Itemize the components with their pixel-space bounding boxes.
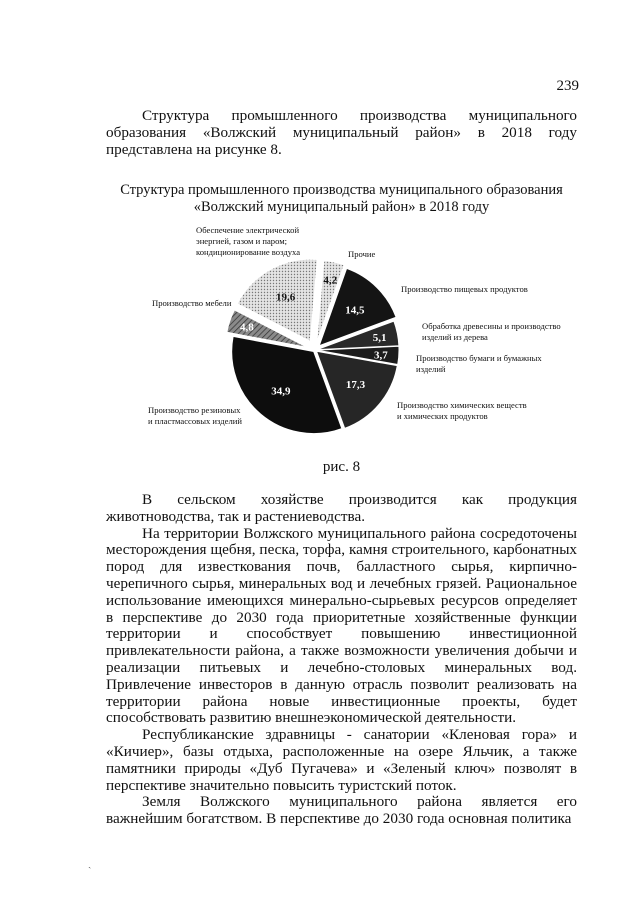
label-energy-line2: энергией, газом и паром; xyxy=(196,236,288,246)
figure-title xyxy=(106,182,577,216)
page-number: 239 xyxy=(556,78,579,94)
pie-value-label: 4,2 xyxy=(323,274,338,287)
paragraph-resorts: Республиканские здравницы - санатории «Кленовая гора» и «Кичиер», базы отдыха, расположенные на озере Яльчик, а также памятники природы «Дуб Пугачева» и «Зеленый ключ» позволят в перспективе значительно повысить туристский поток. xyxy=(106,726,577,794)
body-text xyxy=(106,492,577,828)
paragraph-agriculture: В сельском хозяйстве производится как продукция животноводства, так и растениеводства. xyxy=(106,491,577,525)
pie-chart-svg xyxy=(140,222,580,444)
pie-value-label: 4,8 xyxy=(240,321,254,334)
pie-chart xyxy=(140,222,580,444)
paragraph-resources: На территории Волжского муниципального района сосредоточены месторождения щебня, песка, торфа, камня строительного, карбонатных пород для известкования почв, балластного сырья, кирпично-черепичного сырья, минеральных вод и лечебных грязей. Рациональное использование имеющихся минерально-сырьевых ресурсов определяет в перспективе до 2030 года приоритетные хозяйственные функции территории и способствует повышению инвестиционной привлекательности района, а также возможности увеличения добычи и реализации питьевых и лечебно-столовых минеральных вод. Привлечение инвесторов в данную отрасль позволит реализовать на территории района новые инвестиционные проекты, будет способствовать развитию внешнеэкономической деятельности. xyxy=(106,524,577,727)
label-derevo-line2: изделий из дерева xyxy=(422,332,488,342)
paragraph-land: Земля Волжского муниципального района является его важнейшим богатством. В перспективе до 2030 года основная политика xyxy=(106,793,577,828)
label-pishevye: Производство пищевых продуктов xyxy=(401,284,528,294)
label-himiya-line1: Производство химических веществ xyxy=(397,400,527,410)
label-mebel: Производство мебели xyxy=(152,298,232,308)
intro-text: Структура промышленного производства муниципального образования «Волжский муниципальный район» в 2018 году представлена на рисунке 8. xyxy=(106,107,577,158)
label-energy-line1: Обеспечение электрической xyxy=(196,225,300,235)
pie-value-label: 3,7 xyxy=(373,349,388,362)
pie-value-label: 5,1 xyxy=(372,331,387,344)
label-energy-line3: кондиционирование воздуха xyxy=(196,247,301,257)
figure-label: рис. 8 xyxy=(322,459,361,475)
pie-value-label: 34,9 xyxy=(271,385,291,398)
figure-title-line2: «Волжский муниципальный район» в 2018 году xyxy=(193,199,490,215)
label-himiya-line2: и химических продуктов xyxy=(397,411,488,421)
pie-value-label: 17,3 xyxy=(345,378,366,391)
label-rezina-line2: и пластмассовых изделий xyxy=(148,416,242,426)
intro-paragraph xyxy=(106,108,577,158)
pie-slices xyxy=(227,259,399,433)
label-bumaga-line2: изделий xyxy=(416,364,446,374)
label-bumaga-line1: Производство бумаги и бумажных xyxy=(416,353,542,363)
label-prochie: Прочие xyxy=(348,249,376,259)
pie-value-label: 14,5 xyxy=(345,304,365,317)
label-derevo-line1: Обработка древесины и производство xyxy=(422,321,561,331)
scan-mark: ˏ xyxy=(88,858,92,869)
figure-title-line1: Структура промышленного производства муниципального образования xyxy=(120,182,563,198)
pie-value-label: 19,6 xyxy=(275,291,296,304)
label-rezina-line1: Производство резиновых xyxy=(148,405,241,415)
